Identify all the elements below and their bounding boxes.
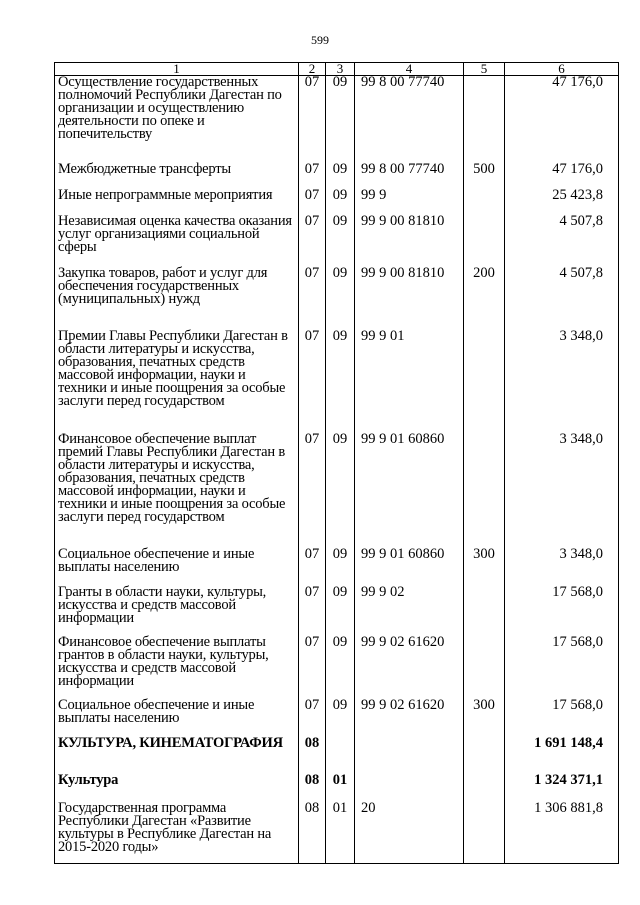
column-header: 4 [355, 63, 464, 76]
row-section: 08 [299, 802, 326, 864]
row-section: 07 [299, 548, 326, 586]
row-name: Социальное обеспечение и иные выплаты населению [55, 548, 299, 586]
row-section: 07 [299, 267, 326, 330]
row-expense-type [464, 636, 505, 699]
table-row [55, 163, 619, 189]
table-row [55, 802, 619, 864]
row-target-code: 99 9 01 60860 [355, 548, 464, 586]
row-subsection: 09 [326, 76, 355, 163]
row-name: Закупка товаров, работ и услуг для обеспечения государственных (муниципальных) нужд [55, 267, 299, 330]
row-subsection [326, 737, 355, 774]
row-name: Финансовое обеспечение выплат премий Главы Республики Дагестан в области литературы и искусства, образования, печатных средств массовой информации, науки и техники и иные поощрения за особые заслуги перед государством [55, 433, 299, 548]
row-expense-type: 300 [464, 548, 505, 586]
row-name: Социальное обеспечение и иные выплаты населению [55, 699, 299, 737]
row-subsection: 01 [326, 774, 355, 802]
row-name: Иные непрограммные мероприятия [55, 189, 299, 215]
table-row [55, 433, 619, 548]
row-amount: 17 568,0 [505, 636, 619, 699]
row-target-code: 99 9 02 61620 [355, 636, 464, 699]
row-amount: 1 324 371,1 [505, 774, 619, 802]
row-amount: 1 691 148,4 [505, 737, 619, 774]
row-name: Межбюджетные трансферты [55, 163, 299, 189]
table-row [55, 737, 619, 774]
row-name: Государственная программа Республики Дагестан «Развитие культуры в Республике Дагестан на 2015-2020 годы» [55, 802, 299, 864]
row-section: 07 [299, 330, 326, 433]
row-expense-type [464, 76, 505, 163]
row-name: Осуществление государственных полномочий Республики Дагестан по организации и осуществлению деятельности по опеке и попечительству [55, 76, 299, 163]
row-amount: 4 507,8 [505, 267, 619, 330]
table-row [55, 330, 619, 433]
row-target-code: 99 9 01 60860 [355, 433, 464, 548]
table-row [55, 267, 619, 330]
row-amount: 47 176,0 [505, 163, 619, 189]
row-target-code: 99 9 01 [355, 330, 464, 433]
row-expense-type: 500 [464, 163, 505, 189]
row-expense-type: 200 [464, 267, 505, 330]
row-target-code: 99 9 00 81810 [355, 215, 464, 267]
row-section: 07 [299, 433, 326, 548]
table-row [55, 189, 619, 215]
row-amount: 17 568,0 [505, 699, 619, 737]
row-expense-type [464, 802, 505, 864]
row-subsection: 09 [326, 330, 355, 433]
table-row [55, 76, 619, 163]
column-header: 6 [505, 63, 619, 76]
row-name: Культура [55, 774, 299, 802]
row-section: 08 [299, 774, 326, 802]
table-row [55, 215, 619, 267]
row-target-code: 20 [355, 802, 464, 864]
row-target-code: 99 8 00 77740 [355, 76, 464, 163]
table-row [55, 548, 619, 586]
row-name: Финансовое обеспечение выплаты грантов в области науки, культуры, искусства и средств массовой информации [55, 636, 299, 699]
row-target-code: 99 9 00 81810 [355, 267, 464, 330]
row-target-code [355, 774, 464, 802]
row-subsection: 09 [326, 215, 355, 267]
row-subsection: 09 [326, 267, 355, 330]
row-amount: 4 507,8 [505, 215, 619, 267]
row-section: 07 [299, 699, 326, 737]
row-expense-type [464, 737, 505, 774]
row-subsection: 09 [326, 586, 355, 636]
row-expense-type [464, 774, 505, 802]
row-target-code [355, 737, 464, 774]
page-number: 599 [311, 33, 329, 47]
row-expense-type [464, 215, 505, 267]
row-section: 07 [299, 586, 326, 636]
column-header: 3 [326, 63, 355, 76]
column-header: 2 [299, 63, 326, 76]
row-subsection: 09 [326, 548, 355, 586]
row-name: КУЛЬТУРА, КИНЕМАТОГРАФИЯ [55, 737, 299, 774]
row-expense-type [464, 330, 505, 433]
row-amount: 3 348,0 [505, 433, 619, 548]
row-expense-type [464, 586, 505, 636]
row-amount: 1 306 881,8 [505, 802, 619, 864]
column-header: 5 [464, 63, 505, 76]
row-target-code: 99 9 02 61620 [355, 699, 464, 737]
row-amount: 3 348,0 [505, 548, 619, 586]
row-amount: 25 423,8 [505, 189, 619, 215]
row-subsection: 09 [326, 636, 355, 699]
row-section: 07 [299, 215, 326, 267]
row-amount: 3 348,0 [505, 330, 619, 433]
row-section: 07 [299, 189, 326, 215]
table-row [55, 774, 619, 802]
row-subsection: 09 [326, 699, 355, 737]
row-name: Независимая оценка качества оказания услуг организациями социальной сферы [55, 215, 299, 267]
row-expense-type [464, 433, 505, 548]
row-name: Премии Главы Республики Дагестан в области литературы и искусства, образования, печатных средств массовой информации, науки и техники и иные поощрения за особые заслуги перед государством [55, 330, 299, 433]
table-row [55, 586, 619, 636]
column-header: 1 [55, 63, 299, 76]
row-name: Гранты в области науки, культуры, искусства и средств массовой информации [55, 586, 299, 636]
row-subsection: 09 [326, 433, 355, 548]
row-amount: 47 176,0 [505, 76, 619, 163]
row-target-code: 99 9 02 [355, 586, 464, 636]
row-target-code: 99 8 00 77740 [355, 163, 464, 189]
row-subsection: 09 [326, 189, 355, 215]
row-section: 08 [299, 737, 326, 774]
row-section: 07 [299, 163, 326, 189]
row-expense-type: 300 [464, 699, 505, 737]
row-expense-type [464, 189, 505, 215]
table-row [55, 636, 619, 699]
row-section: 07 [299, 76, 326, 163]
row-subsection: 01 [326, 802, 355, 864]
table-row [55, 699, 619, 737]
row-subsection: 09 [326, 163, 355, 189]
row-target-code: 99 9 [355, 189, 464, 215]
row-section: 07 [299, 636, 326, 699]
row-amount: 17 568,0 [505, 586, 619, 636]
budget-table [54, 62, 619, 864]
